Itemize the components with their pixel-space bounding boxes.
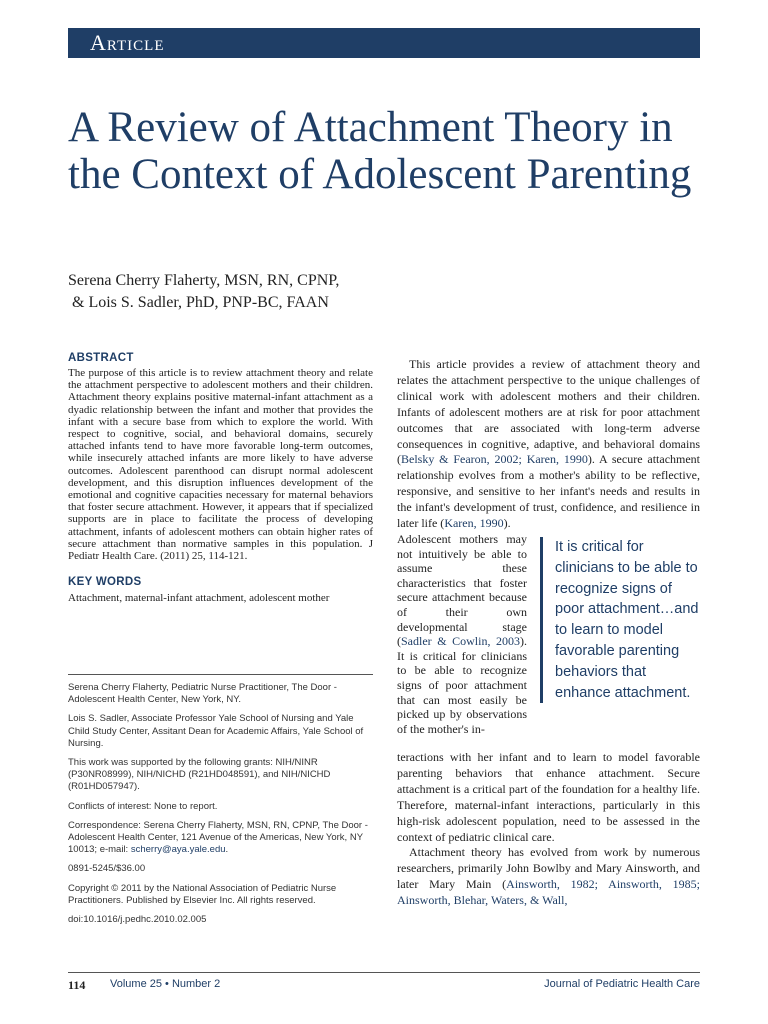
body-text: ).	[503, 516, 511, 531]
doi-note: doi:10.1016/j.pedhc.2010.02.005	[68, 914, 207, 926]
grant-note: This work was supported by the following grants: NIH/NINR (P30NR08999), NIH/NICHD (R21HD048591), and NIH/NICHD (R01HD057947).	[68, 757, 331, 793]
abstract-heading: ABSTRACT	[68, 352, 134, 364]
article-type-label: Article	[90, 30, 165, 55]
journal-name: Journal of Pediatric Health Care	[544, 978, 700, 990]
body-paragraph-2-start	[397, 532, 527, 736]
author-notes	[68, 682, 373, 933]
body-paragraph-2-end: teractions with her infant and to learn to model favorable parenting behaviors that enhance attachment. Secure attachment is a critical part of the foundation for a healthy life. Therefore, maternal-infant interactions, particularly in this high-risk adolescent population, need to be assessed in the context of pediatric clinical care.	[397, 749, 700, 844]
keywords-heading: KEY WORDS	[68, 576, 142, 589]
author1-affiliation: Serena Cherry Flaherty, Pediatric Nurse Practitioner, The Door - Adolescent Health Center, New York, NY.	[68, 682, 337, 706]
email-link[interactable]: scherry@aya.yale.edu	[130, 844, 226, 856]
body-text: This article provides a review of attachment theory and relates the attachment perspective to the unique challenges of clinical work with adolescent mothers and their children. Infants of adolescent mothers are at risk for poor attachment outcomes that are associated with long-term adverse consequences in cognitive, adaptive, and behavioral domains (	[397, 357, 700, 467]
body-text: ). It is critical for clinicians to be able to recognize signs of poor attachment that can most easily be picked up by observations of the mother's in-	[397, 634, 527, 736]
author2-affiliation: Lois S. Sadler, Associate Professor Yale School of Nursing and Yale Child Study Center, Assitant Dean for Academic Affairs, Yale School of Nursing.	[68, 713, 364, 749]
abstract-column	[68, 352, 373, 605]
article-type-banner	[68, 28, 700, 58]
pull-quote: It is critical for clinicians to be able to recognize signs of poor attachment…and to learn to model favorable parenting behaviors that enhance attachment.	[540, 537, 700, 703]
body-paragraph-1	[397, 357, 700, 532]
article-title: A Review of Attachment Theory in the Context of Adolescent Parenting	[68, 104, 692, 198]
author-line-1: Serena Cherry Flaherty, MSN, RN, CPNP,	[68, 272, 340, 289]
conflicts-note: Conflicts of interest: None to report.	[68, 800, 218, 812]
abstract-text: The purpose of this article is to review attachment theory and relate the attachment perspective to adolescent mothers and their children. Attachment theory explains positive maternal-infant attachment as a dyadic relationship between the infant and mother that provides the infant with a secure base from which to explore the world. With respect to cognitive, social, and behavioral domains, securely attached infants tend to have more favorable long-term outcomes, while insecurely attached infants are more likely to have adverse outcomes. Adolescent parenthood can disrupt normal adolescent development, and this disruption influences development of the emotional and cognitive capacities necessary for maternal behaviors that foster secure attachment. However, it appears that if specialized supports are in place to facilitate the process of developing attachment, infants of adolescent mothers can obtain higher rates of secure attachment than normative samples in this population. J Pediatr Health Care. (2011) 25, 114-121.	[68, 367, 373, 563]
page-number: 114	[68, 978, 86, 992]
issn-price: 0891-5245/$36.00	[68, 863, 146, 875]
citation-link[interactable]: Belsky & Fearon, 2002; Karen, 1990	[401, 452, 588, 467]
citation-link[interactable]: Karen, 1990	[444, 516, 504, 531]
notes-divider	[68, 674, 373, 675]
citation-link[interactable]: Sadler & Cowlin, 2003	[401, 634, 520, 649]
author-line-2: & Lois S. Sadler, PhD, PNP-BC, FAAN	[72, 294, 329, 311]
correspondence-end: .	[225, 844, 229, 856]
correspondence-note	[68, 820, 373, 857]
copyright-note: Copyright © 2011 by the National Association of Pediatric Nurse Practitioners. Published by Elsevier Inc. All rights reserved.	[68, 882, 337, 906]
body-column	[397, 357, 700, 909]
author-list	[68, 270, 568, 314]
body-text: Adolescent mothers may not intuitively be able to assume these characteristics that foster secure attachment because of their own developmental stage (	[397, 531, 527, 649]
body-text: Attachment theory has evolved from work by numerous researchers, primarily John Bowlby and Mary Ainsworth, and later Mary Main (	[397, 845, 700, 892]
footer-divider	[68, 972, 700, 973]
pull-quote-section	[397, 532, 700, 750]
citation-link[interactable]: Ainsworth, 1982; Ainsworth, 1985; Ainsworth, Blehar, Waters, & Wall,	[397, 877, 701, 908]
correspondence-text: Correspondence: Serena Cherry Flaherty, MSN, RN, CPNP, The Door - Adolescent Health Center, 121 Avenue of the Americas, New York, NY 10013; e-mail:	[68, 819, 368, 856]
volume-issue: Volume 25 • Number 2	[110, 978, 221, 990]
body-text: ). A secure attachment relationship evolves from a mother's ability to be reflective, responsive, and sensitive to her infant's needs and results in the infant's development of trust, confidence, and resilience in later life (	[397, 452, 701, 531]
body-paragraph-3	[397, 845, 700, 909]
keywords-text: Attachment, maternal-infant attachment, adolescent mother	[68, 592, 330, 605]
